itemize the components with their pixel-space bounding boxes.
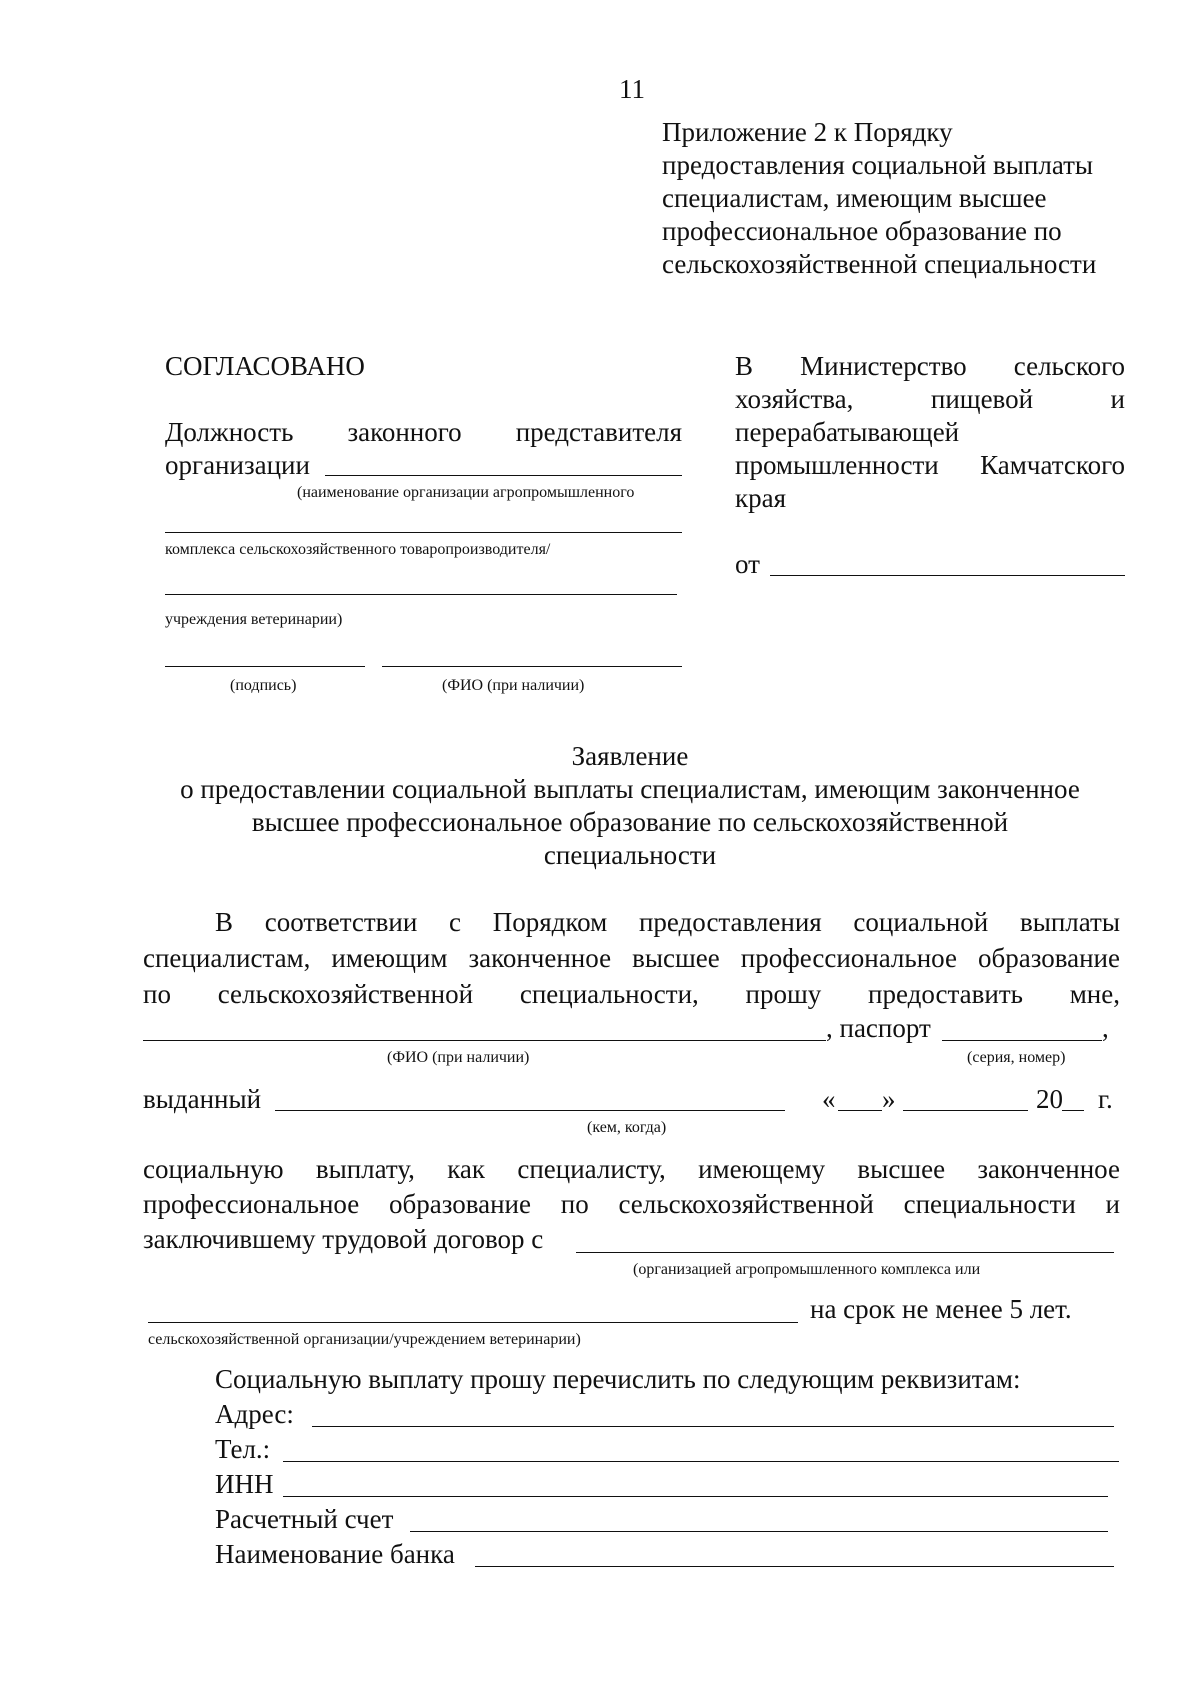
addressee-line4: промышленности Камчатского bbox=[735, 450, 1125, 480]
approval-heading: СОГЛАСОВАНО bbox=[165, 351, 365, 381]
org-name-field[interactable] bbox=[325, 475, 682, 476]
inn-label: ИНН bbox=[215, 1469, 274, 1499]
issue-year-field[interactable] bbox=[1062, 1110, 1084, 1111]
annex-line: предоставления социальной выплаты bbox=[662, 150, 1094, 180]
phone-label: Тел.: bbox=[215, 1434, 271, 1464]
org-caption-3: учреждения ветеринарии) bbox=[165, 611, 343, 628]
passport-caption: (серия, номер) bbox=[967, 1049, 1066, 1066]
signature-field[interactable] bbox=[165, 666, 365, 667]
document-title: Заявление bbox=[571, 741, 689, 771]
year-suffix: г. bbox=[1098, 1084, 1113, 1114]
document-subtitle-line3: специальности bbox=[543, 840, 717, 870]
passport-number-field[interactable] bbox=[942, 1040, 1102, 1041]
employer-field[interactable] bbox=[576, 1252, 1114, 1253]
term-text: на срок не менее 5 лет. bbox=[810, 1294, 1072, 1324]
annex-line: профессиональное образование по bbox=[662, 216, 1062, 246]
employer-caption-2: сельскохозяйственной организации/учреждением ветеринарии) bbox=[148, 1331, 581, 1348]
addressee-line2: хозяйства, пищевой и bbox=[735, 384, 1125, 414]
approver-fio-field[interactable] bbox=[382, 666, 682, 667]
year-prefix: 20 bbox=[1036, 1084, 1063, 1114]
annex-line: специалистам, имеющим высшее bbox=[662, 183, 1047, 213]
org-caption-2: комплекса сельскохозяйственного товаропроизводителя/ bbox=[165, 541, 551, 558]
employer-caption-1: (организацией агропромышленного комплекса или bbox=[633, 1261, 981, 1278]
document-subtitle-line1: о предоставлении социальной выплаты специалистам, имеющим законченное bbox=[180, 774, 1080, 804]
employer-field-2[interactable] bbox=[148, 1322, 798, 1323]
issued-caption: (кем, когда) bbox=[587, 1119, 667, 1136]
address-field[interactable] bbox=[312, 1426, 1114, 1427]
requisites-intro: Социальную выплату прошу перечислить по следующим реквизитам: bbox=[215, 1364, 1021, 1394]
body-p2-line2: профессиональное образование по сельскохозяйственной специальности и bbox=[143, 1189, 1120, 1219]
org-caption-1: (наименование организации агропромышленного bbox=[297, 484, 635, 501]
annex-block bbox=[662, 116, 1096, 281]
body-p1-line1: В соответствии с Порядком предоставления социальной выплаты bbox=[215, 907, 1120, 937]
quote-open: « bbox=[822, 1084, 836, 1114]
annex-line: сельскохозяйственной специальности bbox=[662, 249, 1097, 279]
body-p2-line3: заключившему трудовой договор с bbox=[143, 1224, 544, 1254]
annex-line: Приложение 2 к Порядку bbox=[662, 117, 953, 147]
phone-field[interactable] bbox=[283, 1461, 1119, 1462]
addressee-line5: края bbox=[735, 483, 787, 513]
applicant-fio-field[interactable] bbox=[143, 1040, 826, 1041]
bank-name-field[interactable] bbox=[475, 1566, 1114, 1567]
account-field[interactable] bbox=[410, 1531, 1108, 1532]
applicant-from-field[interactable] bbox=[770, 575, 1125, 576]
signature-caption: (подпись) bbox=[230, 677, 297, 694]
quote-close: » bbox=[882, 1084, 896, 1114]
page-number: 11 bbox=[619, 74, 645, 104]
addressee-line3: перерабатывающей bbox=[735, 417, 960, 447]
approver-fio-caption: (ФИО (при наличии) bbox=[442, 677, 585, 694]
body-p1-line2: специалистам, имеющим законченное высшее профессиональное образование bbox=[143, 943, 1120, 973]
org-name-field-3[interactable] bbox=[165, 594, 677, 595]
issued-by-field[interactable] bbox=[275, 1110, 785, 1111]
address-label: Адрес: bbox=[215, 1399, 294, 1429]
approval-position-line2: организации bbox=[165, 450, 310, 480]
inn-field[interactable] bbox=[283, 1496, 1108, 1497]
approval-position-line1: Должность законного представителя bbox=[165, 417, 682, 447]
from-label: от bbox=[735, 549, 760, 579]
addressee-line1: В Министерство сельского bbox=[735, 351, 1125, 381]
bank-label: Наименование банка bbox=[215, 1539, 455, 1569]
body-p2-line1: социальную выплату, как специалисту, имеющему высшее законченное bbox=[143, 1154, 1120, 1184]
issued-label: выданный bbox=[143, 1084, 262, 1114]
body-p1-line3: по сельскохозяйственной специальности, прошу предоставить мне, bbox=[143, 979, 1120, 1009]
issue-month-field[interactable] bbox=[903, 1110, 1028, 1111]
passport-label: , паспорт bbox=[826, 1013, 931, 1043]
passport-comma: , bbox=[1102, 1013, 1109, 1043]
applicant-fio-caption: (ФИО (при наличии) bbox=[387, 1049, 530, 1066]
issue-day-field[interactable] bbox=[838, 1110, 882, 1111]
document-subtitle-line2: высшее профессиональное образование по сельскохозяйственной bbox=[251, 807, 1009, 837]
account-label: Расчетный счет bbox=[215, 1504, 394, 1534]
org-name-field-2[interactable] bbox=[165, 532, 682, 533]
